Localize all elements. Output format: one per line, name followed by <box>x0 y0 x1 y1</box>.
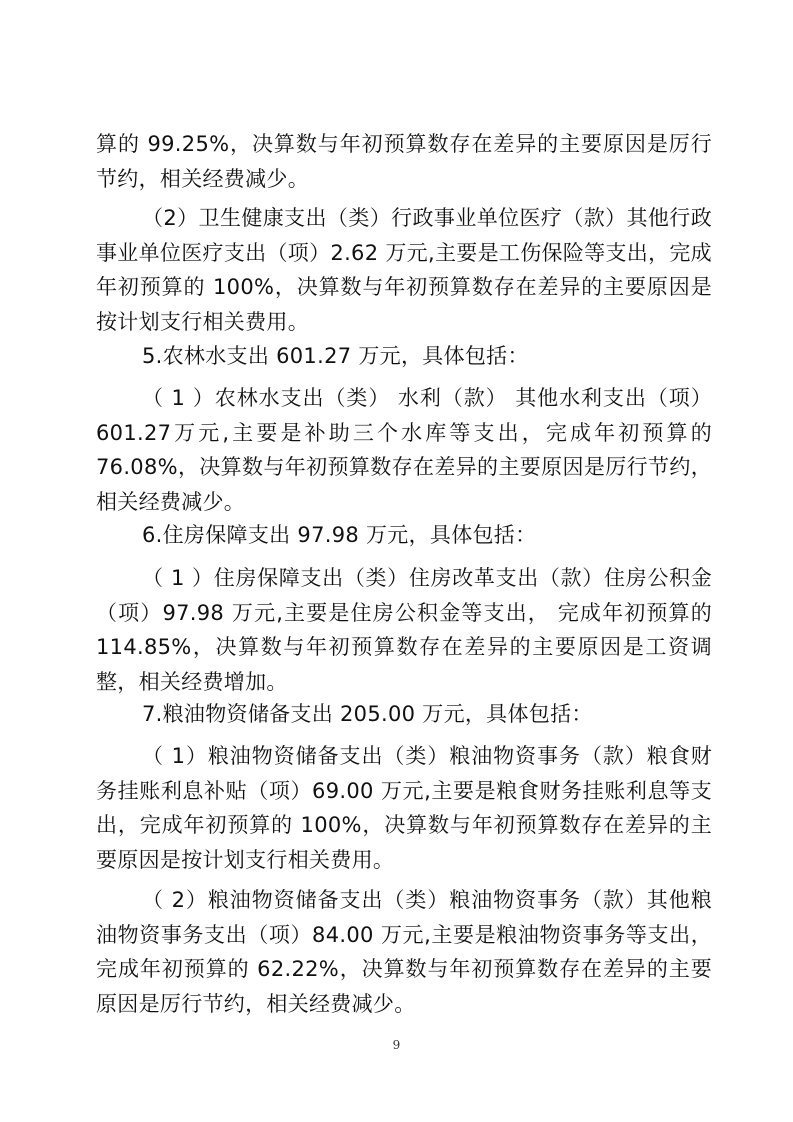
paragraph-4: （ 1 ）农林水支出（类） 水利（款） 其他水利支出（项）601.27万元,主要是补助三个水库等支出，完成年初预算的 76.08%，决算数与年初预算数存在差异的主要原因是厉行节约，相关经费减少。 <box>96 386 712 514</box>
paragraph-8: （ 1）粮油物资储备支出（类）粮油物资事务（款）粮食财务挂账利息补贴（项）69.00 万元,主要是粮食财务挂账利息等支出，完成年初预算的 100%，决算数与年初预算数存在差异的主要原因是按计划支行相关费用。 <box>96 744 712 872</box>
paragraph-9: （ 2）粮油物资储备支出（类）粮油物资事务（款）其他粮油物资事务支出（项）84.00 万元,主要是粮油物资事务等支出， 完成年初预算的 62.22%，决算数与年初预算数存在差异的主要原因是厉行节约，相关经费减少。 <box>96 888 712 1016</box>
paragraph-3: 5.农林水支出 601.27 万元，具体包括： <box>142 344 529 368</box>
paragraph-5: 6.住房保障支出 97.98 万元，具体包括： <box>142 523 537 547</box>
paragraph-6: （ 1 ）住房保障支出（类）住房改革支出（款）住房公积金（项）97.98 万元,主要是住房公积金等支出， 完成年初预算的 114.85%，决算数与年初预算数存在差异的主要原因是工资调整，相关经费增加。 <box>96 566 712 694</box>
page-number: 9 <box>392 1038 401 1052</box>
paragraph-1: 算的 99.25%，决算数与年初预算数存在差异的主要原因是厉行节约，相关经费减少。 <box>96 132 712 191</box>
paragraph-2: （2）卫生健康支出（类）行政事业单位医疗（款）其他行政事业单位医疗支出（项）2.62 万元,主要是工伤保险等支出，完成年初预算的 100%，决算数与年初预算数存在差异的主要原因是按计划支行相关费用。 <box>96 206 712 334</box>
paragraph-7: 7.粮油物资储备支出 205.00 万元，具体包括： <box>142 702 593 726</box>
